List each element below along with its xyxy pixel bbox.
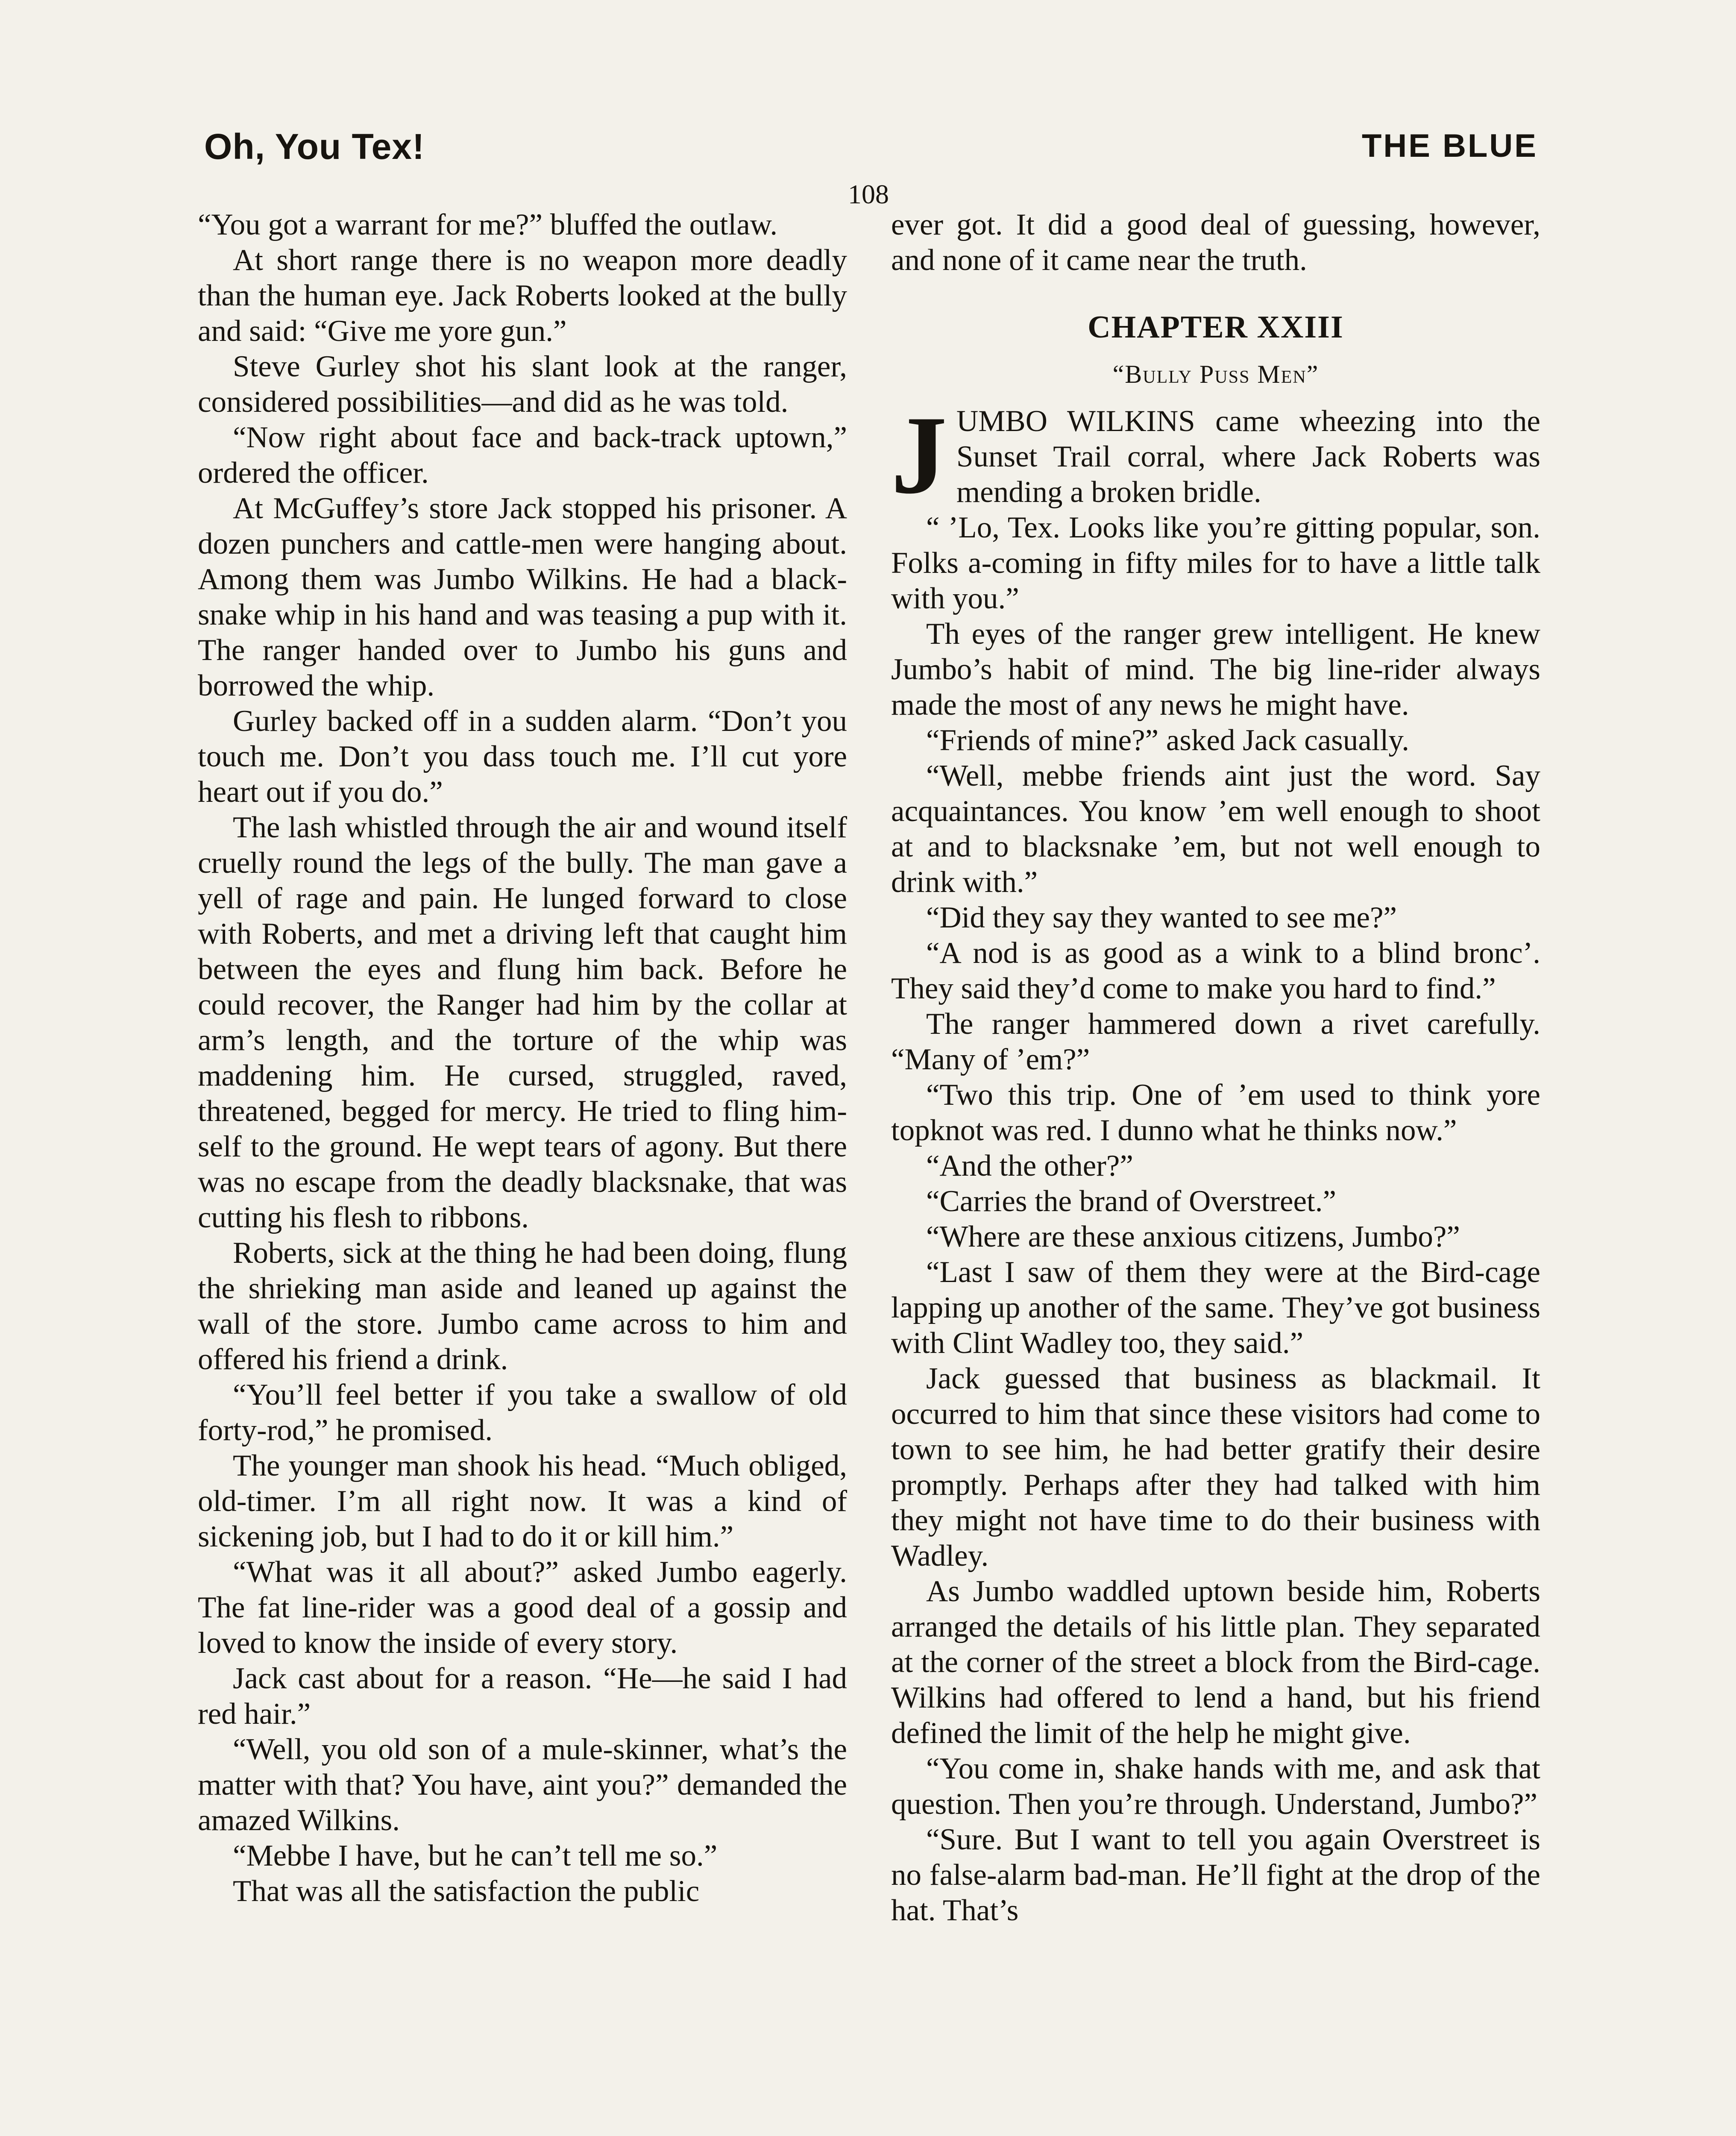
opening-name: UMBO WILKINS: [956, 405, 1195, 438]
paragraph: Th eyes of the ranger grew intelligent. He knew Jumbo’s habit of mind. The big line-rider always made the most of any news he might have.: [891, 617, 1540, 722]
paragraph: “You got a warrant for me?” bluffed the outlaw.: [198, 208, 778, 241]
paragraph: Jack guessed that business as blackmail. It occurred to him that since these visitors had come to town to see him, he had better gratify their desire promptly. Perhaps after they had talked with him they might not have time to do their business with Wadley.: [891, 1362, 1540, 1573]
paragraph: “Two this trip. One of ’em used to think yore topknot was red. I dunno what he thinks now.”: [891, 1078, 1540, 1147]
paragraph: “Did they say they wanted to see me?”: [926, 901, 1397, 934]
paragraph: “Friends of mine?” asked Jack casually.: [926, 724, 1409, 757]
paragraph: The younger man shook his head. “Much obliged, old-timer. I’m all right now. It was a kind of sickening job, but I had to do it or kill him.”: [198, 1449, 847, 1553]
page-number: 108: [848, 179, 889, 209]
paragraph: Roberts, sick at the thing he had been doing, flung the shrieking man aside and leaned up against the wall of the store. Jumbo came across to him and offered his friend a drink.: [198, 1236, 847, 1376]
paragraph: Steve Gurley shot his slant look at the ranger, considered possibilities—and did as he was told.: [198, 350, 847, 419]
paragraph: “What was it all about?” asked Jumbo eagerly. The fat line-rider was a good deal of a gossip and loved to know the inside of every story.: [198, 1555, 847, 1660]
paragraph: “Last I saw of them they were at the Bird-cage lapping up another of the same. They’ve got business with Clint Wadley too, they said.”: [891, 1256, 1540, 1360]
paragraph: As Jumbo waddled uptown beside him, Roberts arranged the details of his little plan. They separated at the corner of the street a block from the Bird-cage. Wilkins had offered to lend a hand, but his friend defined the limit of the help he might give.: [891, 1575, 1540, 1750]
chapter-title: CHAPTER XXIII: [1088, 310, 1344, 345]
paragraph: “You come in, shake hands with me, and ask that question. Then you’re through. Understand, Jumbo?”: [891, 1752, 1540, 1821]
paragraph: “Now right about face and back-track uptown,” ordered the officer.: [198, 421, 847, 490]
left-column: [198, 207, 847, 1909]
paragraph: Jack cast about for a reason. “He—he said I had red hair.”: [198, 1662, 847, 1731]
paragraph: “Well, you old son of a mule-skinner, what’s the matter with that? You have, aint you?” demanded the amazed Wilkins.: [198, 1733, 847, 1837]
chapter-opening-paragraph: [891, 393, 1540, 517]
paragraph: Gurley backed off in a sudden alarm. “Don’t you touch me. Don’t you dass touch me. I’ll cut yore heart out if you do.”: [198, 704, 847, 809]
opening-text: came wheezing into the Sunset Trail corral, where Jack Roberts was mending a broken bridle.: [956, 405, 1540, 509]
paragraph: The ranger hammered down a rivet carefully. “Many of ’em?”: [891, 1007, 1540, 1076]
paragraph: The lash whistled through the air and wound itself cruelly round the legs of the bully. The man gave a yell of rage and pain. He lunged forward to close with Roberts, and met a driving left that caught him between the eyes and flung him back. Before he could recover, the Ranger had him by the collar at arm’s length, and the torture of the whip was maddening him. He cursed, struggled, raved, threatened, begged for mercy. He tried to fling him-self to the ground. He wept tears of agony. But there was no escape from the deadly blacksnake, that was cutting his flesh to ribbons.: [198, 811, 847, 1234]
paragraph: “Well, mebbe friends aint just the word. Say acquaintances. You know ’em well enough to shoot at and to blacksnake ’em, but not well enough to drink with.”: [891, 759, 1540, 899]
paragraph: “ ’Lo, Tex. Looks like you’re gitting popular, son. Folks a-coming in fifty miles for to have a little talk with you.”: [891, 511, 1540, 615]
paragraph: “Carries the brand of Overstreet.”: [926, 1185, 1337, 1218]
paragraph: ever got. It did a good deal of guessing, however, and none of it came near the truth.: [891, 208, 1540, 277]
paragraph: “You’ll feel better if you take a swallow of old forty-rod,” he promised.: [198, 1378, 847, 1447]
paragraph: At short range there is no weapon more deadly than the human eye. Jack Roberts looked at the bully and said: “Give me yore gun.”: [198, 244, 847, 348]
paragraph: “A nod is as good as a wink to a blind bronc’. They said they’d come to make you hard to find.”: [891, 936, 1540, 1005]
paragraph: “Sure. But I want to tell you again Overstreet is no false-alarm bad-man. He’ll fight at the drop of the hat. That’s: [891, 1823, 1540, 1927]
story-title: Oh, You Tex!: [204, 126, 425, 167]
chapter-subtitle: “Bully Puss Men”: [1112, 360, 1319, 388]
magazine-title: THE BLUE: [1362, 128, 1538, 164]
paragraph: That was all the satisfaction the public: [233, 1875, 700, 1908]
paragraph: “And the other?”: [926, 1149, 1133, 1182]
paragraph: “Where are these anxious citizens, Jumbo?”: [926, 1220, 1460, 1253]
paragraph: “Mebbe I have, but he can’t tell me so.”: [233, 1839, 718, 1872]
right-column: [891, 207, 1540, 1928]
paragraph: At McGuffey’s store Jack stopped his prisoner. A dozen punchers and cattle-men were hanging about. Among them was Jumbo Wilkins. He had a black-snake whip in his hand and was teasing a pup with it. The ranger handed over to Jumbo his guns and borrowed the whip.: [198, 492, 847, 702]
drop-cap: J: [891, 393, 947, 517]
